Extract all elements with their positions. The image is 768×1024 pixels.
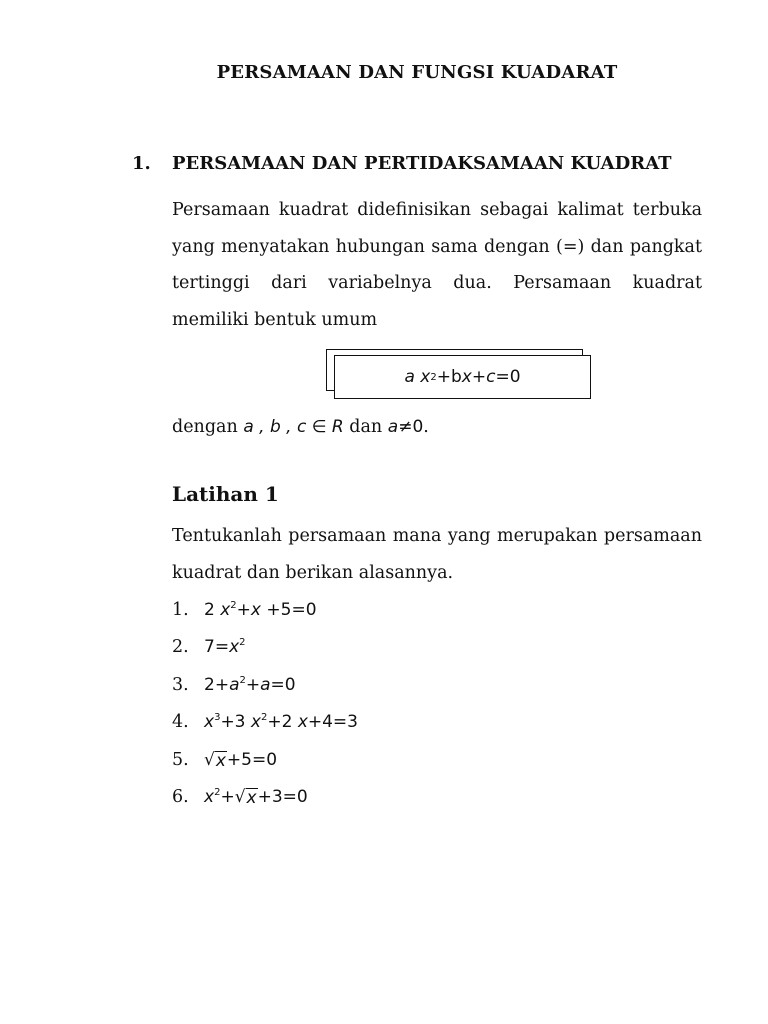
- list-item: [172, 591, 358, 629]
- item-number: 3.: [172, 674, 189, 695]
- condition-dan: dan: [343, 417, 388, 437]
- general-form-formula: [334, 355, 591, 399]
- section-heading-text: PERSAMAAN DAN PERTIDAKSAMAAN KUADRAT: [172, 153, 672, 174]
- not-equal-zero: ≠0: [398, 417, 424, 437]
- element-of: ∈: [306, 417, 332, 437]
- list-item: [172, 779, 358, 817]
- equation-5: √ x +5=0: [204, 749, 278, 771]
- condition-a: a: [387, 417, 399, 437]
- sqrt-symbol: √ x: [234, 787, 257, 809]
- exponent: 2: [430, 371, 437, 383]
- item-number: 5.: [172, 749, 189, 770]
- var-x-linear: x: [461, 367, 472, 387]
- condition-period: .: [423, 417, 429, 437]
- equation-2: $7=x^2$: [204, 637, 246, 658]
- list-item: [172, 666, 358, 704]
- real-set: R: [331, 417, 344, 437]
- exercise-instruction: Tentukanlah persamaan mana yang merupakan persamaan kuadrat dan berikan alasannya.: [172, 526, 702, 583]
- general-form-box: [326, 349, 591, 401]
- var-x: x: [420, 367, 431, 387]
- condition-line: [172, 409, 429, 445]
- equals-zero: =0: [495, 367, 521, 387]
- intro-paragraph: Persamaan kuadrat didefinisikan sebagai kalimat terbuka yang menyatakan hubungan sama dengan (=) dan pangkat tertinggi dari variabelnya dua. Persamaan kuadrat memiliki bentuk umum: [172, 200, 702, 330]
- equation-1: 2 $x^2+x +5=0$: [204, 599, 317, 620]
- equation-3: $2+a^2+a=0$: [204, 674, 296, 695]
- equation-4: $x^3+3$ $x^2+2$ x+4=3: [204, 712, 358, 733]
- condition-prefix: dengan: [172, 417, 244, 437]
- section-heading: [132, 153, 672, 174]
- condition-vars: a , b , c: [243, 417, 307, 437]
- item-number: 6.: [172, 787, 189, 808]
- var-c: c: [486, 367, 496, 387]
- exercise-list: [172, 591, 358, 816]
- var-a: a: [404, 367, 415, 387]
- item-number: 4.: [172, 712, 189, 733]
- sqrt-symbol: √ x: [204, 749, 226, 771]
- list-item: [172, 704, 358, 742]
- item-number: 2.: [172, 637, 189, 658]
- item-number: 1.: [172, 599, 189, 620]
- section-number: 1.: [132, 153, 151, 174]
- list-item: [172, 629, 358, 667]
- plus-sign: +: [471, 367, 487, 387]
- page-title: PERSAMAAN DAN FUNGSI KUADARAT: [216, 62, 618, 83]
- equation-6: $x^2+$ √ x +3=0: [204, 787, 308, 809]
- term-b: +b: [436, 367, 462, 387]
- list-item: [172, 741, 358, 779]
- exercise-title: Latihan 1: [172, 482, 279, 506]
